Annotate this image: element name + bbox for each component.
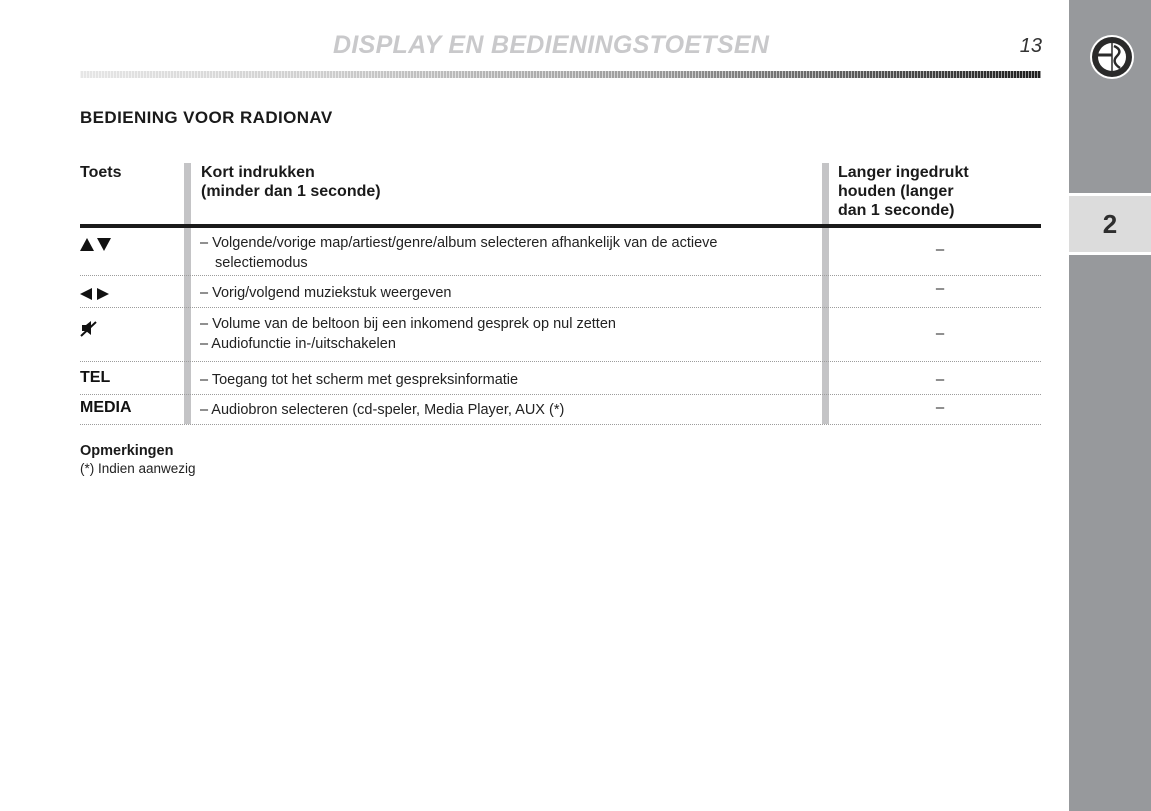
table-row-key [80, 319, 98, 342]
chapter-tab[interactable]: 2 [1069, 193, 1151, 255]
row-divider [80, 275, 1041, 276]
table-row-long-press: – [935, 371, 945, 388]
table-row-key [80, 236, 111, 254]
table-row-description [200, 400, 564, 420]
column-header-short-line: Kort indrukken [201, 164, 315, 181]
section-title: BEDIENING VOOR RADIONAV [80, 108, 333, 127]
up-down-arrows-icon [80, 236, 111, 253]
column-header-long-line: dan 1 seconde) [838, 202, 955, 219]
arrow-right-icon [97, 288, 109, 300]
left-right-arrows-icon [80, 285, 109, 302]
table-row-key [80, 285, 109, 303]
table-row-long-press: – [935, 280, 945, 297]
column-header-long-line: houden (langer [838, 183, 954, 200]
row-divider [80, 424, 1041, 425]
column-separator [184, 163, 191, 225]
description-line: – Toegang tot het scherm met gespreksinformatie [200, 372, 519, 388]
table-row-description [200, 283, 451, 303]
table-row-key: TEL [80, 369, 111, 386]
description-line: – Volume van de beltoon bij een inkomend gesprek op nul zetten [200, 316, 616, 332]
description-line: – Audiobron selecteren (cd-speler, Media Player, AUX (*) [200, 402, 565, 418]
description-line: – Volgende/vorige map/artiest/genre/album selecteren afhankelijk van de actieve [200, 235, 718, 251]
mute-speaker-icon [80, 319, 98, 337]
header-rule [80, 71, 1041, 78]
description-line: – Audiofunctie in-/uitschakelen [200, 336, 396, 352]
table-row-long-press: – [935, 241, 945, 258]
row-divider [80, 307, 1041, 308]
arrow-up-icon [80, 238, 94, 251]
page-title: DISPLAY EN BEDIENINGSTOETSEN [333, 31, 770, 59]
table-row-description [200, 314, 616, 354]
table-row-description [200, 370, 518, 390]
column-header-key: Toets [80, 164, 122, 181]
alfa-romeo-badge-icon [1089, 34, 1135, 80]
column-header-long-line: Langer ingedrukt [838, 164, 969, 181]
table-row-long-press: – [935, 399, 945, 416]
notes-title: Opmerkingen [80, 443, 174, 459]
arrow-left-icon [80, 288, 92, 300]
table-row-long-press: – [935, 325, 945, 342]
column-header-short [201, 163, 381, 201]
row-divider [80, 394, 1041, 395]
row-divider [80, 361, 1041, 362]
table-row-key: MEDIA [80, 399, 132, 416]
column-header-short-line: (minder dan 1 seconde) [201, 183, 381, 200]
notes-text: (*) Indien aanwezig [80, 461, 196, 476]
column-header-long [838, 163, 969, 220]
page-number: 13 [1019, 35, 1042, 57]
column-separator [822, 163, 829, 225]
table-row-description [200, 233, 717, 273]
table-header-rule [80, 224, 1041, 228]
side-tab [1069, 0, 1151, 811]
description-line: – Vorig/volgend muziekstuk weergeven [200, 285, 452, 301]
arrow-down-icon [97, 238, 111, 251]
description-line: selectiemodus [215, 255, 308, 271]
